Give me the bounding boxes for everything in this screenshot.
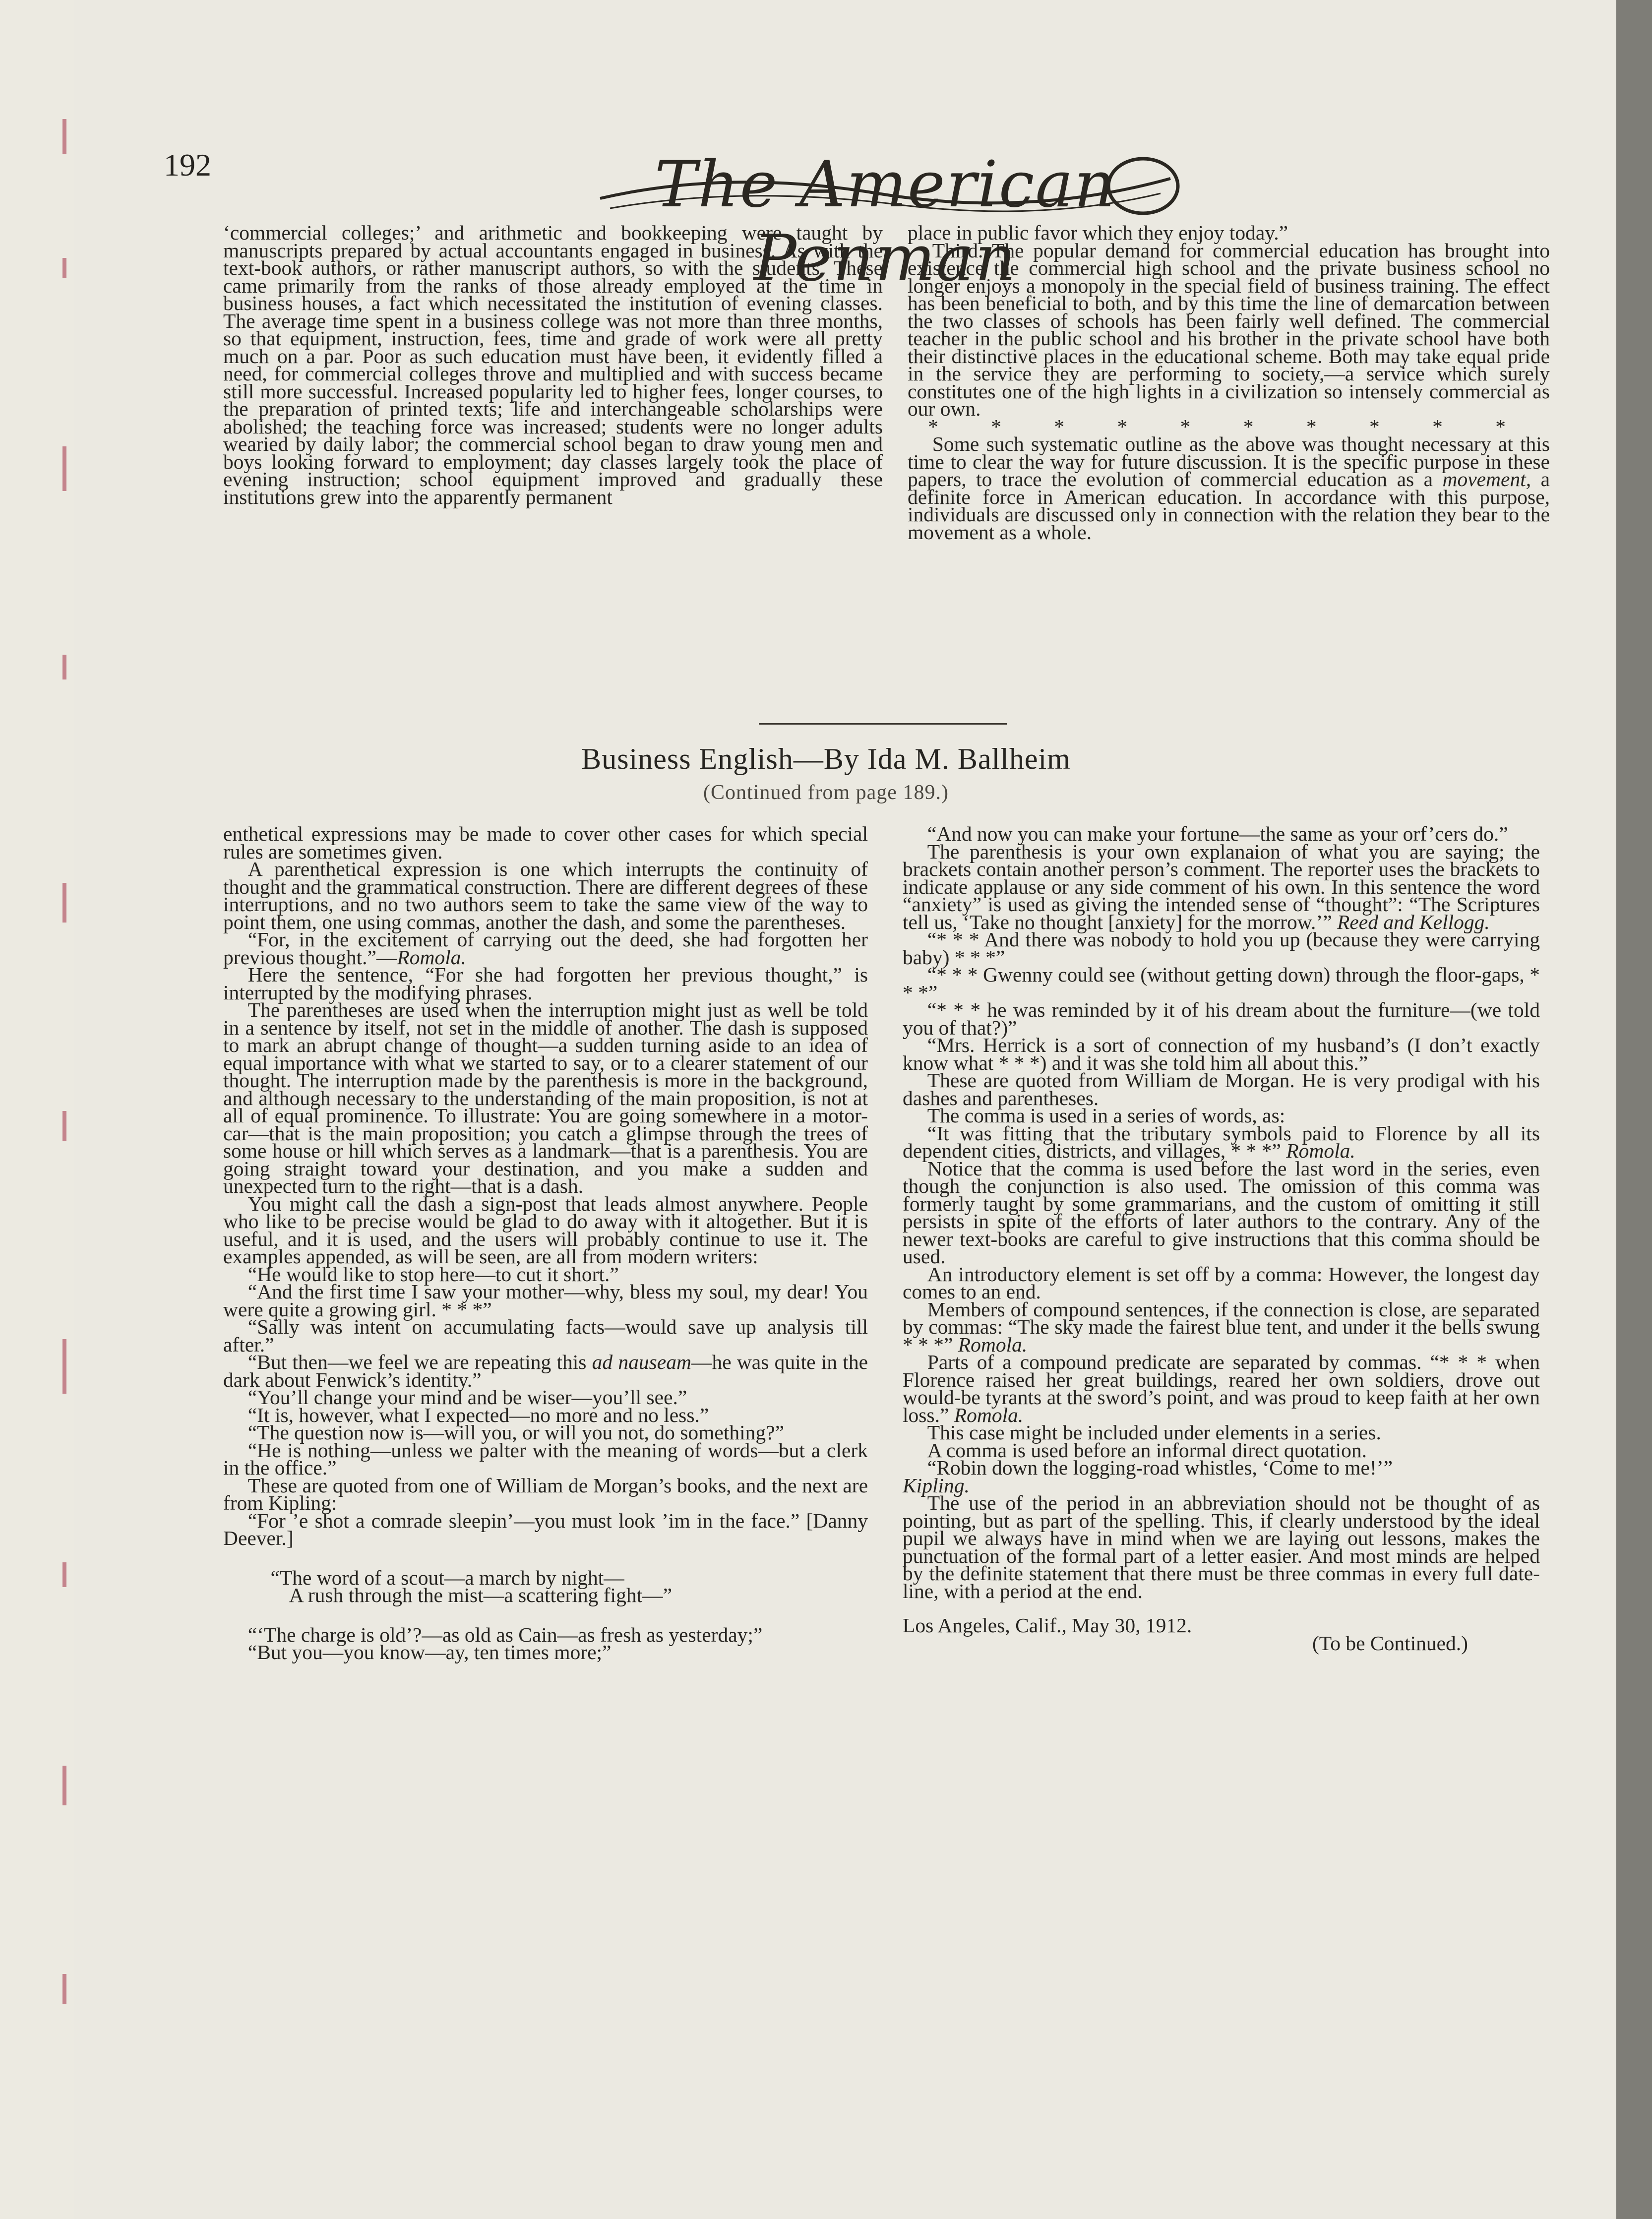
paragraph: Members of compound sentences, if the connection is close, are separated by commas: “The sky made the fairest blue tent, and under it the bells swung * * *” Romola. — [903, 1297, 1540, 1356]
verse-line: “The word of a scout—a march by night— — [270, 1566, 624, 1589]
quotation: “The question now is—will you, or will you not, do something?” — [247, 1421, 784, 1444]
top-left-column — [223, 221, 883, 508]
paragraph: Some such systematic outline as the above was thought necessary at this time to clear the way for future discussion. It is the specific purpose in these papers, to trace the evolution of commercial education as a movement, a definite force in American education. In accordance with this purpose, individuals are discussed only in connection with the relation they bear to the movement as a whole. — [908, 432, 1550, 544]
paragraph: You might call the dash a sign-post that leads almost anywhere. People who like to be precise would be glad to do away with it altogether. But it is useful, and it is used, and the users will probably continue to use it. The examples appended, as will be seen, are all from modern writers: — [223, 1192, 868, 1268]
quotation: “You’ll change your mind and be wiser—you’ll see.” — [247, 1386, 687, 1409]
quotation: “Robin down the logging-road whistles, ‘Come to me!’” Kipling. — [903, 1456, 1393, 1497]
quotation: “* * * And there was nobody to hold you up (because they were carrying baby) * * *” — [903, 928, 1540, 969]
quotation: “Mrs. Herrick is a sort of connection of my husband’s (I don’t exactly know what * * *) and it was she told him all about this.” — [903, 1034, 1540, 1074]
scan-left-margin — [0, 0, 74, 2219]
paragraph: An introductory element is set off by a comma: However, the longest day comes to an end. — [903, 1262, 1540, 1303]
paragraph: These are quoted from one of William de Morgan’s books, and the next are from Kipling: — [223, 1474, 868, 1514]
quotation: “* * * he was reminded by it of his dream about the furniture—(we told you of that?)” — [903, 998, 1540, 1039]
bottom-left-column — [223, 822, 868, 1664]
quotation: “It was fitting that the tributary symbols paid to Florence by all its dependent cities, districts, and villages, * * *” Romola. — [903, 1121, 1540, 1162]
paragraph: Third. The popular demand for commercial education has brought into existence the commercial high school and the private business school no longer enjoys a monopoly in the special field of business training. The effect has been beneficial to both, and by this time the line of demarcation between the two classes of schools has been fairly well defined. The commercial teacher in the public school and his brother in the private school have both their distinctive places in the educational scheme. Both may take equal pride in the service they are performing to society,—a service which surely constitutes one of the high lights in a civilization so intensely commercial as our own. — [908, 239, 1550, 420]
paragraph: enthetical expressions may be made to cover other cases for which special rules are sometimes given. — [223, 822, 868, 863]
article-title: Business English—By Ida M. Ballheim — [581, 742, 1071, 775]
to-be-continued: (To be Continued.) — [1312, 1631, 1468, 1655]
paragraph: Notice that the comma is used before the last word in the series, even though the conjunction is also used. The omission of this comma was formerly taught by some grammarians, and the custom of omitting it still persists in spite of the efforts of later authors to the contrary. Any of the newer text-books are careful to give instructions that this comma should be used. — [903, 1157, 1540, 1268]
quotation: “He would like to stop here—to cut it short.” — [247, 1262, 619, 1286]
continued-note: (Continued from page 189.) — [703, 781, 949, 804]
scan-right-edge — [1616, 0, 1652, 2219]
quotation: “For ’e shot a comrade sleepin’—you must look ’im in the face.” [Danny Deever.] — [223, 1509, 868, 1549]
paragraph: The comma is used in a series of words, as: — [927, 1104, 1285, 1127]
top-right-column — [908, 221, 1550, 544]
bottom-right-column — [903, 822, 1540, 1655]
paragraph: These are quoted from William de Morgan. He is very prodigal with his dashes and parentheses. — [903, 1069, 1540, 1110]
paragraph: The parenthesis is your own explanaion of what you are saying; the brackets contain another person’s comment. The reporter uses the brackets to indicate applause or any side comment of his own. In this sentence the word “anxiety” is used as giving the intended sense of “thought”: “The Scriptures tell us, ‘Take no thought [anxiety] for the morrow.’” Reed and Kellogg. — [903, 840, 1540, 933]
quotation: “* * * Gwenny could see (without getting down) through the floor-gaps, * * *” — [903, 963, 1540, 1004]
paragraph: place in public favor which they enjoy today.” — [908, 221, 1288, 244]
paragraph: Parts of a compound predicate are separated by commas. “* * * when Florence raised her great buildings, reared her own soldiers, drove out would-be tyrants at the sword’s point, and was proud to keep faith at her own loss.” Romola. — [903, 1351, 1540, 1426]
paragraph: The use of the period in an abbreviation should not be thought of as pointing, but as part of the spelling. This, if clearly understood by the ideal pupil we always have in mind when we are laying out lessons, makes the punctuation of the formal part of a letter easier. And most minds are helped by the definite statement that there must be three commas in every full date-line, with a period at the end. — [903, 1491, 1540, 1603]
paragraph: A parenthetical expression is one which interrupts the continuity of thought and the grammatical construction. There are different degrees of these interruptions, and no two authors seem to take the same view of the way to point them, one using commas, another the dash, and some the parentheses. — [223, 858, 868, 933]
paragraph: This case might be included under elements in a series. — [927, 1421, 1381, 1444]
quotation: “But you—you know—ay, ten times more;” — [247, 1641, 612, 1664]
quotation: “It is, however, what I expected—no more and no less.” — [247, 1403, 709, 1426]
paragraph: ‘commercial colleges;’ and arithmetic and bookkeeping were taught by manuscripts prepared by actual accountants engaged in business. As with the text-book authors, or rather manuscript authors, so with the students. These came primarily from the ranks of those already employed at the time in business houses, a fact which necessitated the institution of evening classes. The average time spent in a business college was not more than three months, so that equipment, instruction, fees, time and grade of work were all pretty much on a par. Poor as such education must have been, it evidently filled a need, for commercial colleges throve and multiplied and with success became still more successful. Increased popularity led to higher fees, longer courses, to the preparation of printed texts; life and interchangeable scholarships were abolished; the teaching force was increased; students were no longer adults wearied by daily labor; the commercial school began to draw young men and boys looking forward to employment; day classes largely took the place of evening instruction; school equipment improved and gradually these institutions grew into the apparently permanent — [223, 221, 883, 508]
quotation: “Sally was intent on accumulating facts—would save up analysis till after.” — [223, 1315, 868, 1356]
paragraph: The parentheses are used when the interruption might just as well be told in a sentence by itself, not set in the middle of another. The dash is supposed to mark an abrupt change of thought—a sudden turning aside to an idea of equal importance with what we started to say, or to a clearer statement of our thought. The interruption made by the parenthesis is more in the background, and although necessary to the understanding of the main proposition, is not at all of equal prominence. To illustrate: You are going somewhere in a motor-car—that is the main proposition; you catch a glimpse through the trees of some house or hill which serves as a landmark—that is a parenthesis. You are going straight toward your destination, and you make a sudden and unexpected turn to the right—that is a dash. — [223, 998, 868, 1197]
quotation: “And now you can make your fortune—the same as your orf’cers do.” — [927, 822, 1508, 845]
page-number: 192 — [164, 147, 211, 183]
paragraph: Here the sentence, “For she had forgotten her previous thought,” is interrupted by the modifying phrases. — [223, 963, 868, 1004]
article-divider — [759, 723, 1007, 725]
section-break-stars: * * * * * * * * * * — [928, 415, 1530, 438]
signoff-dateline: Los Angeles, Calif., May 30, 1912. — [903, 1614, 1192, 1637]
paragraph: A comma is used before an informal direct quotation. — [927, 1438, 1367, 1462]
verse-line: A rush through the mist—a scattering fight—” — [289, 1584, 673, 1606]
quotation: “‘The charge is old’?—as old as Cain—as fresh as yesterday;” — [247, 1623, 763, 1646]
quotation: “But then—we feel we are repeating this ad nauseam—he was quite in the dark about Fenwick’s identity.” — [223, 1351, 868, 1391]
quotation: “For, in the excitement of carrying out the deed, she had forgotten her previous thought.”—Romola. — [223, 928, 868, 969]
quotation: “And the first time I saw your mother—why, bless my soul, my dear! You were quite a growing girl. * * *” — [223, 1280, 868, 1321]
quotation: “He is nothing—unless we palter with the meaning of words—but a clerk in the office.” — [223, 1438, 868, 1479]
masthead-title: The American Penman — [654, 148, 1116, 296]
